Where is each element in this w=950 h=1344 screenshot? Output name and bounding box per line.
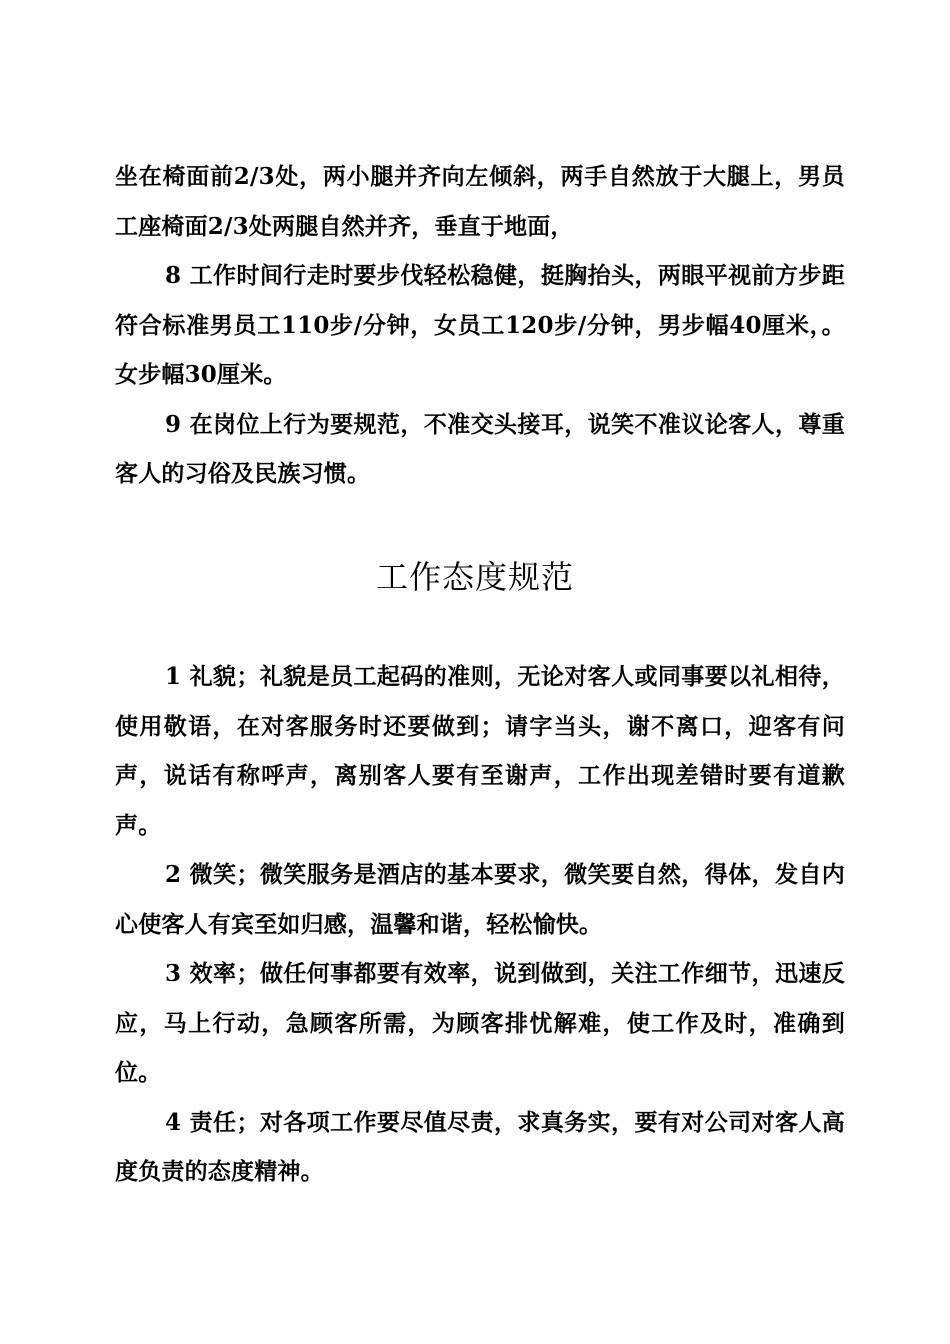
paragraph-walking-rule: 8 工作时间行走时要步伐轻松稳健，挺胸抬头，两眼平视前方步距符合标准男员工110步/分钟，女员工120步/分钟，男步幅40厘米，。女步幅30厘米。 [115,262,845,388]
top-text-section [115,152,845,499]
paragraph-efficiency: 3 效率；做任何事都要有效率，说到做到，关注工作细节，迅速反应，马上行动，急顾客所需，为顾客排忧解难，使工作及时，准确到位。 [115,960,845,1086]
paragraph-behavior-rule: 9 在岗位上行为要规范，不准交头接耳，说笑不准议论客人，尊重客人的习俗及民族习惯。 [115,410,845,487]
paragraph-seating-posture: 坐在椅面前2/3处，两小腿并齐向左倾斜，两手自然放于大腿上，男员工座椅面2/3处两腿自然并齐，垂直于地面， [115,163,845,240]
paragraph-responsibility: 4 责任；对各项工作要尽值尽责，求真务实，要有对公司对客人高度负责的态度精神。 [115,1108,845,1185]
paragraph-courtesy: 1 礼貌；礼貌是员工起码的准则，无论对客人或同事要以礼相待，使用敬语，在对客服务时还要做到；请字当头，谢不离口，迎客有问声，说话有称呼声，离别客人要有至谢声，工作出现差错时要有道歉声。 [115,663,845,839]
section-title: 工作态度规范 [375,558,574,596]
paragraph-smile: 2 微笑；微笑服务是酒店的基本要求，微笑要自然，得体，发自内心使客人有宾至如归感，温馨和谐，轻松愉快。 [115,861,845,938]
work-attitude-section [115,652,845,1197]
